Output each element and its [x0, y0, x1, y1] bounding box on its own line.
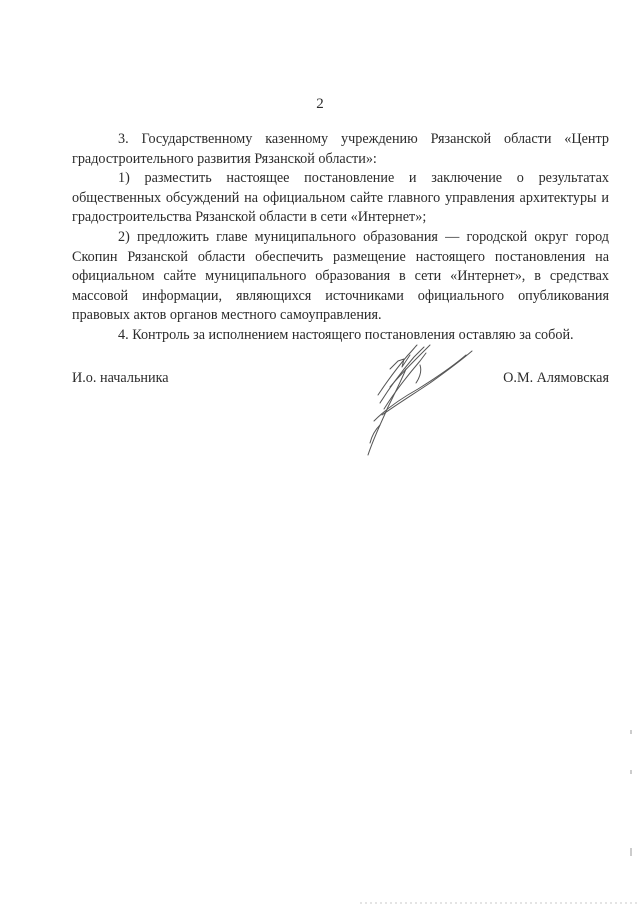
page-number: 2	[316, 96, 324, 112]
scan-bottom-edge	[0, 898, 640, 905]
paragraph-subitem-2: 2) предложить главе муниципального образования — городской округ город Скопин Рязанской области обеспечить размещение настоящего постановления на официальном сайте муниципального образования в сети «Интернет», в средствах массовой информации, являющихся источниками официального опубликования правовых актов органов местного самоуправления.	[72, 228, 609, 324]
scan-edge-mark	[628, 730, 634, 860]
handwritten-signature	[360, 325, 480, 460]
signatory-role: И.о. начальника	[72, 370, 169, 386]
paragraph-subitem-1: 1) разместить настоящее постановление и заключение о результатах общественных обсуждений на официальном сайте главного управления архитектуры и градостроительства Рязанской области в сети «Интернет»;	[72, 170, 609, 226]
paragraph-item-4: 4. Контроль за исполнением настоящего постановления оставляю за собой.	[118, 326, 574, 343]
signatory-name: О.М. Алямовская	[503, 370, 609, 386]
document-body	[72, 130, 609, 346]
signature-block	[72, 370, 609, 392]
paragraph-item-3: 3. Государственному казенному учреждению Рязанской области «Центр градостроительного развития Рязанской области»:	[72, 131, 609, 167]
